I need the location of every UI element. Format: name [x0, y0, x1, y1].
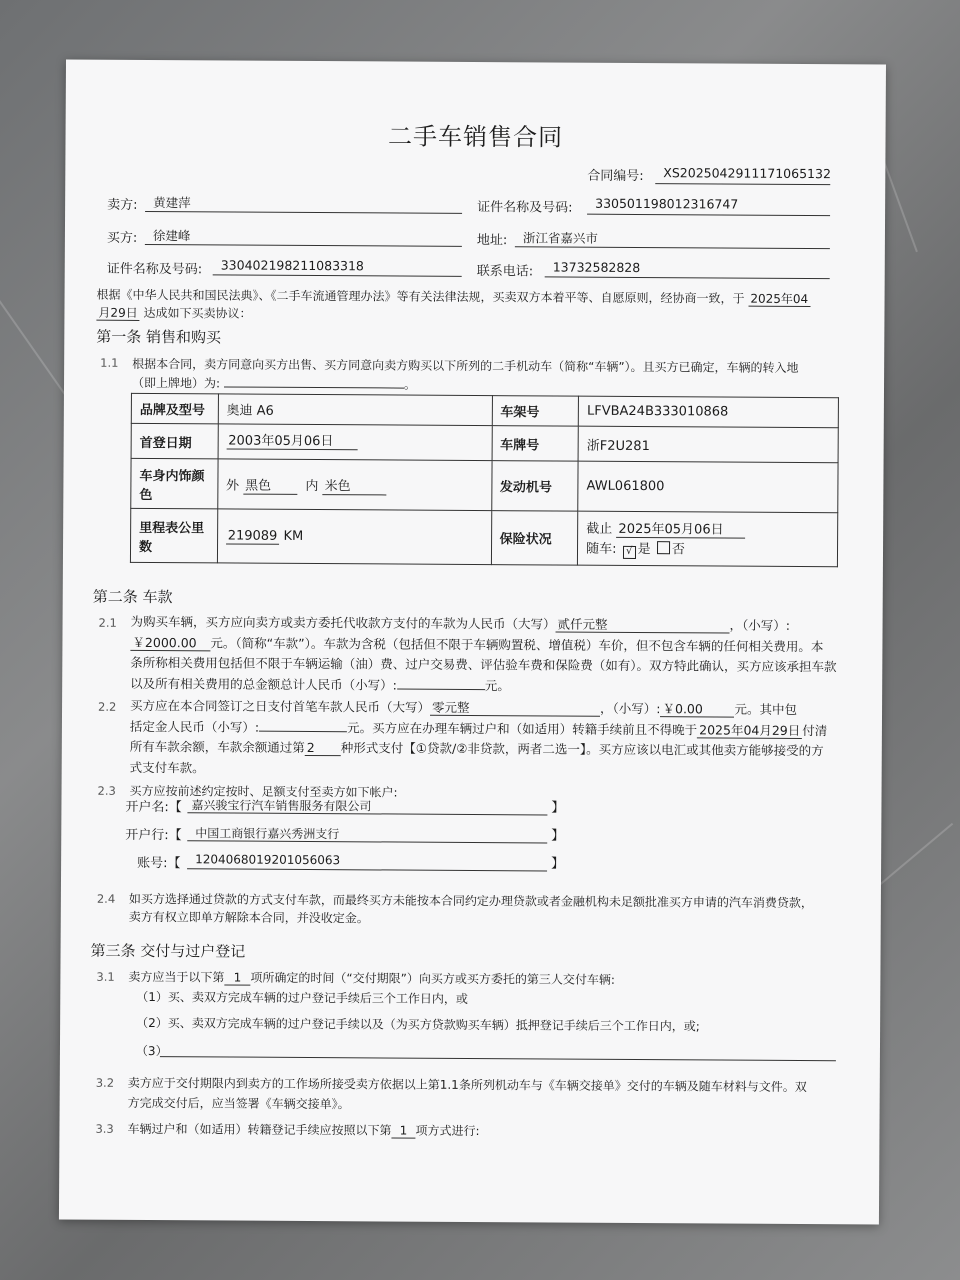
- section-3-heading: 第三条 交付与过户登记: [90, 941, 246, 961]
- clause-3-3-text-b: 项方式进行:: [415, 1123, 480, 1139]
- table-row: [130, 508, 837, 566]
- preamble-end: 达成如下买卖协议：: [143, 305, 252, 321]
- contract-no-underline: [655, 183, 830, 185]
- mileage-unit: KM: [283, 528, 304, 544]
- clause-3-2-number: 3.2: [95, 1075, 115, 1090]
- background-vein: [0, 300, 69, 399]
- exterior-label: 外: [225, 477, 240, 494]
- phone-underline: [545, 276, 830, 279]
- clause-2-1: [130, 612, 850, 698]
- insurance-with-label: 随车:: [586, 541, 617, 557]
- clause-3-1-text: [128, 968, 615, 988]
- clause-1-1-text: 根据本合同，卖方同意向买方出售、买方同意向卖方购买以下所列的二手机动车（简称“车辆”）。且买方已确定，车辆的转入地: [132, 356, 799, 375]
- contract-title: 二手车销售合同: [387, 122, 564, 152]
- clause-2-2-text-c: 元。其中包: [734, 701, 798, 717]
- preamble-date-b: 月29日: [96, 306, 139, 321]
- vin-value: LFVBA24B333010868: [578, 396, 838, 428]
- clause-3-3-text-a: 车辆过户和（如适用）转籍登记手续应按照以下第: [127, 1121, 392, 1138]
- clause-3-2-text-a: 卖方应于交付期限内到卖方的工作场所接受卖方依据以上第1.1条所列机动车与《车辆交接单》交付的车辆及随车材料与文件。双: [127, 1075, 807, 1095]
- clause-3-3-number: 3.3: [95, 1121, 114, 1136]
- option-2: （2）买、卖双方完成车辆的过户登记手续以及（为买方贷款购买车辆）抵押登记手续后三个工作日内，或;: [136, 1015, 700, 1034]
- insurance-no-checkbox[interactable]: [657, 541, 670, 554]
- account-name-label: 开户名:【: [125, 799, 182, 816]
- preamble-text: 根据《中华人民共和国民法典》、《二手车流通管理办法》等有关法律法规，买卖双方本着平等、自愿原则，经协商一致，于: [96, 287, 745, 306]
- buyer-id-underline: [213, 274, 462, 277]
- clause-2-2-text-g: 所有车款余额，车款余额通过第: [129, 738, 305, 755]
- clause-2-2: [130, 696, 850, 782]
- clause-3-2-text-b: 方完成交付后，应当签署《车辆交接单》。: [127, 1095, 350, 1112]
- first-payment-lower: ￥0.00: [660, 702, 734, 717]
- address-label: 地址:: [476, 233, 508, 249]
- clause-3-1-text-b: 项所确定的时间（“交付期限”）向买方或买方委托的第三人交付车辆:: [250, 970, 615, 987]
- seller-id-underline: [587, 214, 830, 216]
- payment-way: 2: [305, 741, 341, 756]
- color-cell: [217, 459, 491, 511]
- clause-2-1-number: 2.1: [98, 615, 117, 630]
- plate-value: 浙F2U281: [578, 426, 838, 463]
- clause-1-1-end: 。: [403, 377, 416, 392]
- clause-2-2-text-e: 元。买方应在办理车辆过户和（如适用）转籍手续前且不得晚于: [347, 719, 698, 737]
- clause-3-3-text: [127, 1120, 479, 1139]
- bracket-close: 】: [551, 800, 565, 816]
- engine-value: AWL061800: [578, 461, 838, 513]
- buyer-underline: [145, 244, 462, 247]
- clause-1-1-text-2: [132, 373, 416, 393]
- section-1-heading: 第一条 销售和购买: [96, 327, 222, 347]
- contract-no-label: 合同编号:: [587, 168, 644, 185]
- account-no-label: 账号:【: [137, 855, 181, 872]
- bracket-close: 】: [551, 828, 565, 844]
- account-no-underline: [187, 868, 547, 871]
- clause-1-1-place-label: （即上牌地）为:: [131, 375, 221, 391]
- buyer-id: 330402198211083318: [220, 257, 364, 274]
- preamble-line2: [96, 304, 251, 322]
- clause-2-4-text-b: 卖方有权立即单方解除本合同，并没收定金。: [128, 909, 369, 926]
- option-1: （1）买、卖双方完成车辆的过户登记手续后三个工作日内，或: [136, 989, 468, 1006]
- buyer-id-label: 证件名称及号码:: [106, 261, 203, 278]
- delivery-item: 1: [224, 970, 250, 985]
- transfer-item: 1: [391, 1124, 415, 1139]
- reg-date-label: 首登日期: [131, 423, 218, 459]
- insurance-until-label: 截止: [586, 521, 613, 537]
- section-2-heading: 第二条 车款: [92, 587, 173, 607]
- insurance-until-line: [586, 518, 829, 539]
- option-3-blank: [160, 1056, 836, 1061]
- engine-label: 发动机号: [491, 461, 578, 512]
- brand-label: 品牌及型号: [131, 393, 218, 424]
- insurance-yes-label: 是: [637, 541, 651, 558]
- clause-2-1-text-c: 元。（简称“车款”）。车款为含税（包括但不限于车辆购置税、增值税）车价，但不包含车辆的任何相关费用。本: [210, 634, 824, 654]
- clause-3-1-text-a: 卖方应当于以下第: [128, 969, 225, 985]
- mileage-cell: [217, 509, 491, 565]
- bank-label: 开户行:【: [125, 827, 182, 844]
- seller-id-label: 证件名称及号码:: [477, 200, 573, 216]
- phone: 13732582828: [552, 259, 641, 276]
- exterior-color: 黑色: [243, 479, 297, 494]
- seller-id: 330501198012316747: [595, 195, 739, 212]
- clause-2-4-number: 2.4: [96, 891, 116, 906]
- insurance-with-line: [586, 538, 829, 560]
- seller-underline: [145, 211, 462, 214]
- bracket-close: 】: [551, 856, 565, 872]
- clause-2-1-text-f: 元。: [484, 677, 510, 693]
- clause-2-2-text-a: 买方应在本合同签订之日支付首笔车款人民币（大写）: [130, 697, 431, 715]
- clause-2-2-number: 2.2: [98, 699, 117, 714]
- mileage-label: 里程表公里数: [130, 508, 217, 563]
- clause-2-1-text-e: 以及所有相关费用的总金额总计人民币（小写）:: [130, 675, 397, 693]
- clause-2-1-text-b: ，（小写）:: [729, 617, 791, 633]
- clause-2-2-text-i: 式支付车款。: [129, 759, 205, 775]
- preamble-date-a: 2025年04: [748, 292, 810, 307]
- clause-3-1-number: 3.1: [96, 969, 115, 984]
- brand-value: 奥迪 A6: [218, 394, 492, 426]
- phone-label: 联系电话:: [476, 264, 534, 280]
- color-label: 车身内饰颜色: [131, 458, 218, 509]
- balance-due-date: 2025年04月29日: [697, 723, 802, 739]
- place-blank: [224, 373, 404, 388]
- seller-label: 卖方:: [107, 197, 138, 213]
- bank-underline: [187, 840, 547, 843]
- account-no: 1204068019201056063: [195, 852, 341, 868]
- buyer-label: 买方:: [106, 230, 138, 246]
- first-payment-upper: 零元整: [430, 701, 600, 717]
- clause-2-3-number: 2.3: [97, 783, 116, 798]
- interior-label: 内: [305, 478, 319, 494]
- option-3: （3）: [135, 1043, 168, 1059]
- insurance-until-date: 2025年05月06日: [616, 523, 745, 539]
- contract-paper: [59, 59, 886, 1224]
- clause-2-4-text-a: 如买方选择通过贷款的方式支付车款，而最终买方未能按本合同约定办理贷款或者金融机构未足额批准买方申请的汽车消费贷款，: [128, 891, 813, 911]
- clause-1-1-number: 1.1: [100, 355, 119, 370]
- clause-2-1-text-a: 为购买车辆，买方应向卖方或卖方委托代收款方支付的车款为人民币（大写）: [130, 613, 556, 632]
- buyer-name: 徐建峰: [152, 228, 191, 244]
- table-row: [131, 458, 838, 512]
- address-underline: [515, 246, 830, 249]
- table-row: [131, 393, 838, 427]
- price-upper: 贰仟元整: [556, 617, 730, 633]
- contract-no: XS20250429111710651​32: [663, 165, 831, 182]
- interior-color: 米色: [323, 480, 387, 495]
- vehicle-info-table: [130, 393, 839, 567]
- insurance-no-label: 否: [671, 542, 685, 558]
- reg-date-cell: [218, 424, 492, 461]
- clause-2-1-text-d: 条所称相关费用包括但不限于车辆运输（油）费、过户交易费、评估验车费和保险费（如有）。双方特此确认，买方应该承担车款: [130, 654, 837, 675]
- reg-date-value: 2003年05月06日: [226, 434, 357, 450]
- account-name: 嘉兴骏宝行汽车销售服务有限公司: [191, 798, 372, 814]
- seller-name: 黄建萍: [153, 195, 191, 211]
- mileage-value: 219089: [226, 529, 280, 544]
- price-lower: ￥2000.00: [130, 635, 210, 650]
- insurance-cell: [578, 511, 838, 567]
- clause-2-2-text-f: 付清: [802, 722, 828, 738]
- bank-name: 中国工商银行嘉兴秀洲支行: [195, 826, 340, 842]
- vin-label: 车架号: [492, 396, 579, 427]
- clause-2-2-text-h: 种形式支付【①贷款/②非贷款，两者二选一】。买方应该以电汇或其他卖方能够接受的方: [340, 740, 824, 759]
- clause-2-3-text: 买方应按前述约定按时、足额支付至卖方如下帐户:: [129, 783, 398, 800]
- table-row: [131, 423, 838, 462]
- insurance-label: 保险状况: [491, 511, 578, 566]
- total-amount-blank: [397, 688, 485, 690]
- address: 浙江省嘉兴市: [522, 230, 598, 246]
- plate-label: 车牌号: [492, 426, 579, 462]
- deposit-blank: [259, 730, 347, 732]
- insurance-yes-checkbox[interactable]: √: [623, 546, 636, 559]
- clause-2-2-text-d: 括定金人民币（小写）:: [129, 718, 260, 735]
- account-name-underline: [187, 812, 547, 815]
- clause-2-2-text-b: ，（小写）:: [600, 700, 661, 717]
